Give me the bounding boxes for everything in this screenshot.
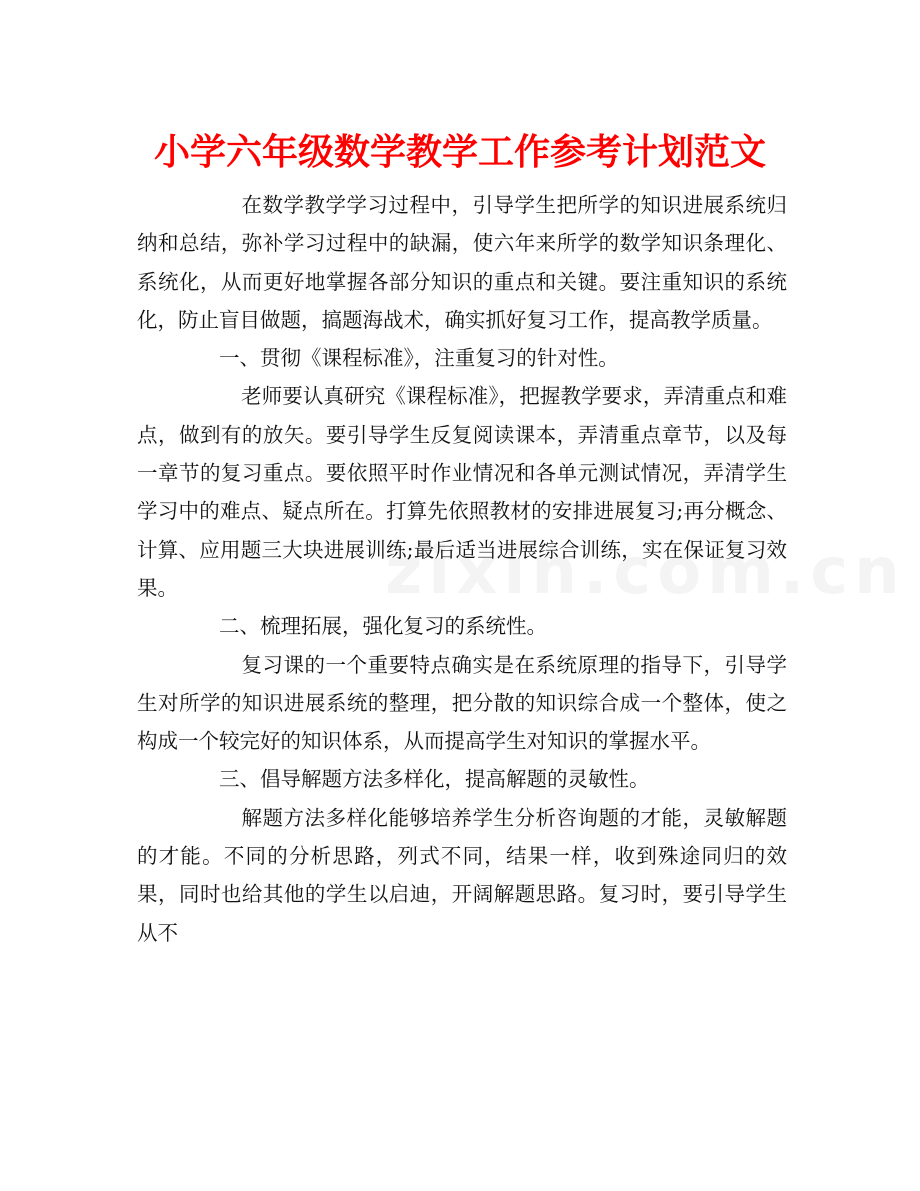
paragraph-text: 复习课的一个重要特点确实是在系统原理的指导下，引导学生对所学的知识进展系统的整理，把分散的知识综合成一个整体，使之构成一个较完好的知识体系，从而提高学生对知识的掌握水平。	[137, 652, 787, 754]
section-heading-text: 一、贯彻《课程标准》，注重复习的针对性。	[219, 346, 619, 371]
section-heading-text: 三、倡导解题方法多样化，提高解题的灵敏性。	[219, 767, 650, 792]
section-heading-2	[137, 607, 787, 645]
section-heading-1	[137, 339, 787, 377]
section-heading-3	[137, 760, 787, 798]
paragraph-section-2	[137, 646, 787, 761]
paragraph-intro	[137, 186, 787, 339]
document-body	[137, 186, 787, 952]
paragraph-text: 在数学教学学习过程中，引导学生把所学的知识进展系统归纳和总结，弥补学习过程中的缺漏，使六年来所学的数学知识条理化、系统化，从而更好地掌握各部分知识的重点和关键。要注重知识的系统化，防止盲目做题，搞题海战术，确实抓好复习工作，提高教学质量。	[137, 193, 787, 332]
paragraph-section-3	[137, 799, 787, 952]
paragraph-text: 老师要认真研究《课程标准》，把握教学要求，弄清重点和难点，做到有的放矢。要引导学生反复阅读课本，弄清重点章节，以及每一章节的复习重点。要依照平时作业情况和各单元测试情况，弄清学生学习中的难点、疑点所在。打算先依照教材的安排进展复习;再分概念、计算、应用题三大块进展训练;最后适当进展综合训练，实在保证复习效果。	[137, 384, 787, 600]
document-title: 小学六年级数学教学工作参考计划范文	[153, 131, 766, 173]
section-heading-text: 二、梳理拓展，强化复习的系统性。	[219, 614, 547, 639]
paragraph-section-1	[137, 377, 787, 607]
paragraph-text: 解题方法多样化能够培养学生分析咨询题的才能，灵敏解题的才能。不同的分析思路，列式不同，结果一样，收到殊途同归的效果，同时也给其他的学生以启迪，开阔解题思路。复习时，要引导学生从不	[137, 805, 787, 945]
